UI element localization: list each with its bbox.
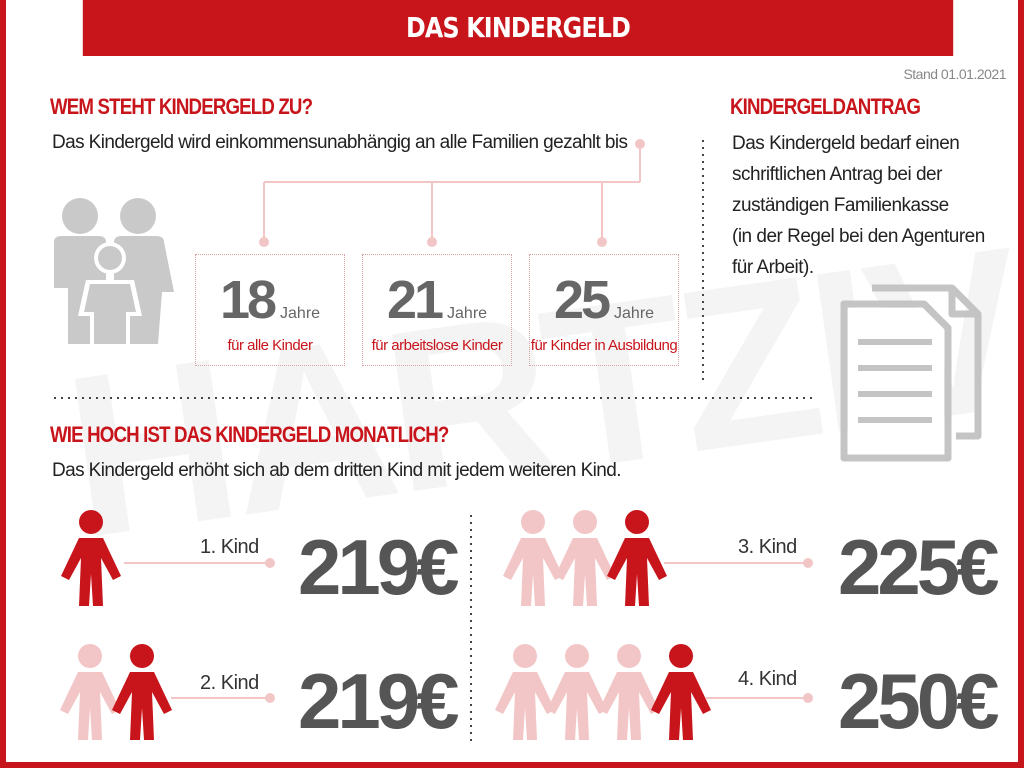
antrag-line: (in der Regel bei den Agenturen xyxy=(732,226,985,247)
age-label: für Kinder in Ausbildung xyxy=(530,337,678,354)
child-icon-active xyxy=(112,644,172,740)
stand-date: Stand 01.01.2021 xyxy=(903,66,1006,82)
kind-amount-2: 219€ xyxy=(298,657,456,745)
kind-amount-1: 219€ xyxy=(298,523,456,611)
child-icon-active xyxy=(651,644,711,740)
section-text-how-much: Das Kindergeld erhöht sich ab dem dritten Kind mit jedem weiteren Kind. xyxy=(52,460,621,481)
antrag-line: für Arbeit). xyxy=(732,257,814,278)
child-icon-inactive xyxy=(495,644,555,740)
child-icon-inactive xyxy=(60,644,120,740)
age-label: für alle Kinder xyxy=(227,337,313,354)
age-number: 18 xyxy=(219,270,275,330)
kind-amount-4: 250€ xyxy=(838,657,996,745)
age-unit: Jahre xyxy=(280,305,321,322)
kind-amount-3: 225€ xyxy=(838,523,996,611)
page-title: DAS KINDERGELD xyxy=(83,0,953,56)
kind-label-2: 2. Kind xyxy=(200,672,259,694)
child-icon-inactive xyxy=(555,510,615,606)
age-number: 21 xyxy=(386,270,442,330)
age-number: 25 xyxy=(553,270,609,330)
antrag-line: Das Kindergeld bedarf einen xyxy=(732,133,960,154)
child-icons xyxy=(6,0,1024,768)
section-title-how-much: WIE HOCH IST DAS KINDERGELD MONATLICH? xyxy=(50,422,449,447)
kind-label-1: 1. Kind xyxy=(200,536,259,558)
kind-label-3: 3. Kind xyxy=(738,536,797,558)
antrag-line: zuständigen Familienkasse xyxy=(732,195,949,216)
child-icon-inactive xyxy=(547,644,607,740)
kind-label-4: 4. Kind xyxy=(738,668,797,690)
section-title-who: WEM STEHT KINDERGELD ZU? xyxy=(50,94,313,119)
section-title-antrag: KINDERGELDANTRAG xyxy=(730,94,921,119)
antrag-line: schriftlichen Antrag bei der xyxy=(732,164,942,185)
section-text-who: Das Kindergeld wird einkommensunabhängig an alle Familien gezahlt bis xyxy=(52,132,628,153)
age-unit: Jahre xyxy=(614,305,655,322)
child-icon-active xyxy=(607,510,667,606)
child-icon-inactive xyxy=(503,510,563,606)
age-unit: Jahre xyxy=(447,305,488,322)
age-label: für arbeitslose Kinder xyxy=(371,337,503,354)
child-icon-active xyxy=(61,510,121,606)
child-icon-inactive xyxy=(599,644,659,740)
